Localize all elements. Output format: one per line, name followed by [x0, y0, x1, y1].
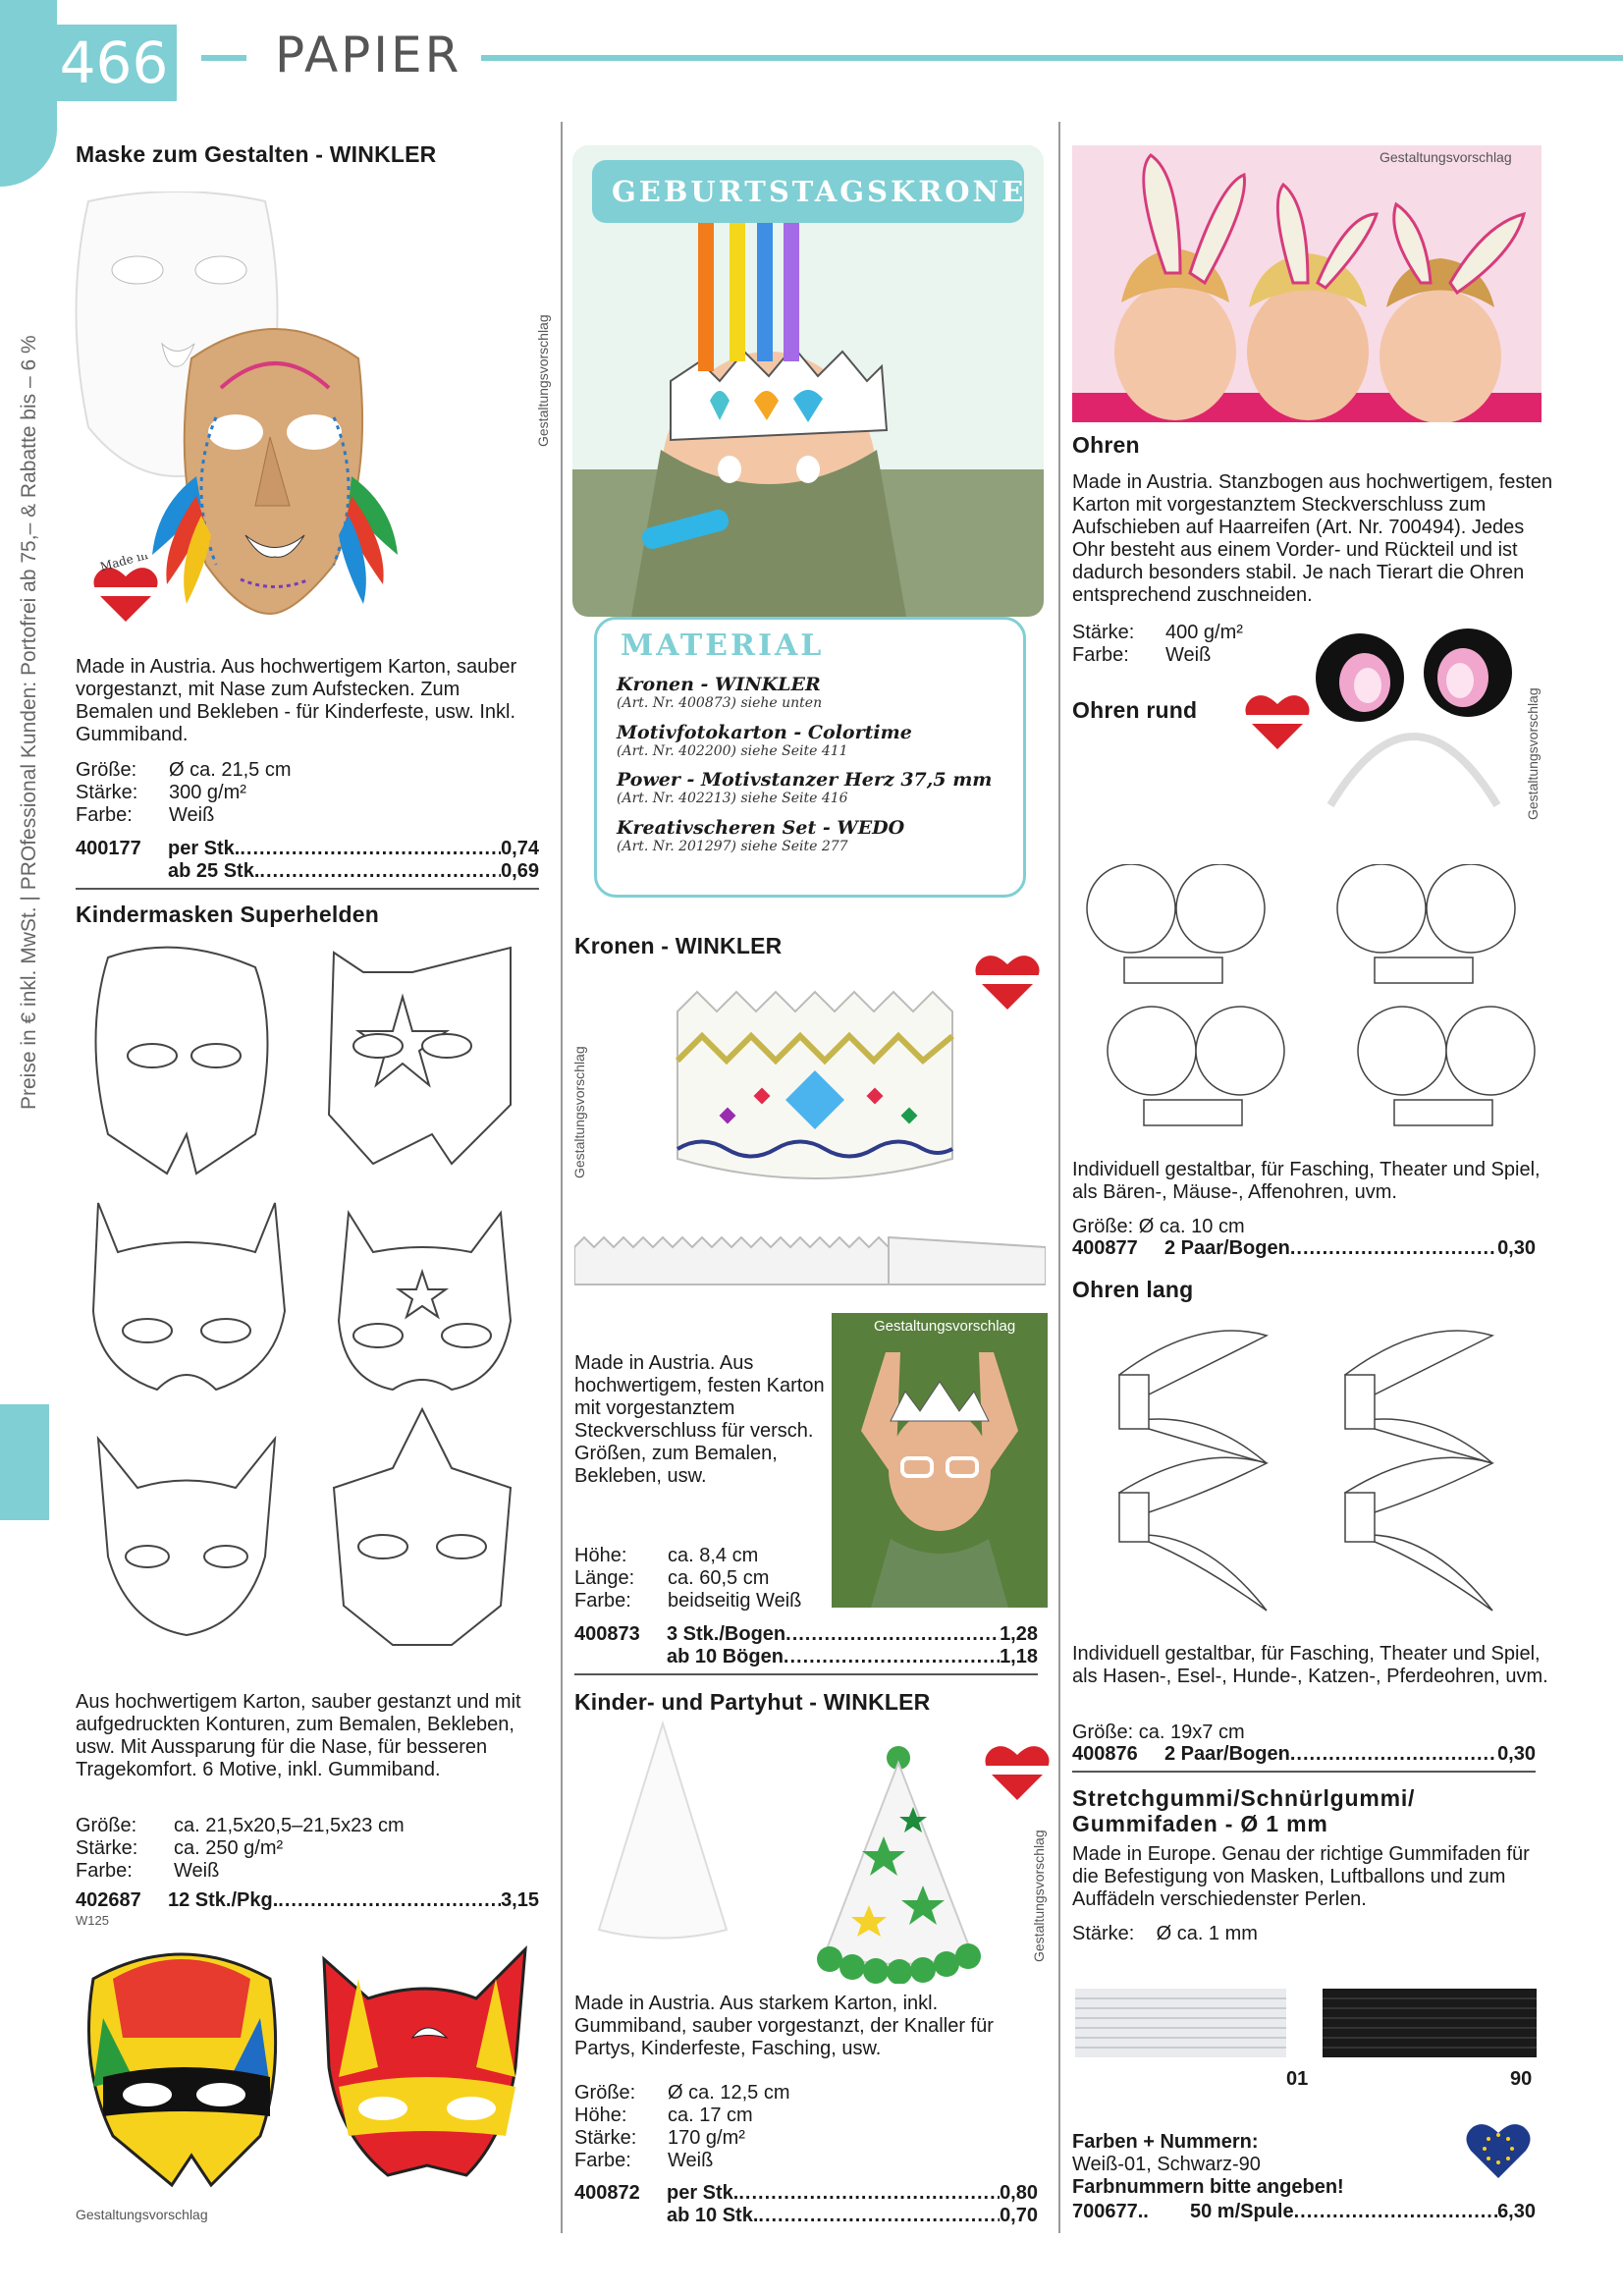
spec-label: Stärke:	[76, 782, 138, 803]
article-number: 400177	[76, 838, 141, 859]
hero-title: Kindermasken Superhelden	[76, 902, 379, 927]
ears-specs	[1072, 622, 1243, 667]
suggestion-label: Gestaltungsvorschlag	[874, 1318, 1016, 1335]
order-line	[76, 1889, 539, 1912]
spec-value: ca. 250 g/m²	[174, 1837, 284, 1859]
header-rule-right	[481, 55, 1623, 61]
spec-label: Farbe:	[76, 1860, 133, 1882]
spec-value: Weiß	[174, 1860, 220, 1882]
column-divider	[561, 122, 563, 2233]
spec-label: Höhe:	[574, 2105, 627, 2126]
swatch-number: 90	[1510, 2068, 1533, 2090]
round-ears-size: Größe: Ø ca. 10 cm	[1072, 1216, 1245, 1237]
spec-value: Weiß	[169, 804, 215, 826]
spec-value: 170 g/m²	[668, 2127, 745, 2149]
long-ears-description: Individuell gestaltbar, für Fasching, Theater und Spiel, als Hasen-, Esel-, Hunde-, Katzen-, Pferdeohren, uvm.	[1072, 1643, 1548, 1687]
article-number	[76, 860, 168, 883]
spec-value: ca. 60,5 cm	[668, 1567, 770, 1589]
article-number: 400877	[1072, 1237, 1138, 1259]
order-line	[574, 1623, 1038, 1646]
order-desc: ab 25 Stk.	[168, 860, 260, 882]
spec-label: Größe:	[574, 2082, 636, 2104]
order-desc: 2 Paar/Bogen	[1164, 1743, 1290, 1765]
order-desc: ab 10 Stk.	[667, 2205, 759, 2226]
colors-list: Weiß-01, Schwarz-90	[1072, 2154, 1261, 2175]
material-item: Motivfotokarton - Colortime (Art. Nr. 402200) siehe Seite 411	[617, 721, 912, 759]
crowns-description: Made in Austria. Aus hochwertigem, festen Karton mit vorgestanztem Steckverschluss für versch. Größen, zum Bemalen, Bekleben, usw.	[574, 1352, 825, 1487]
suggestion-label: Gestaltungsvorschlag	[1525, 687, 1541, 820]
suggestion-label: Gestaltungsvorschlag	[535, 314, 551, 447]
header-tab	[0, 0, 57, 187]
hero-specs	[76, 1815, 405, 1883]
spec-value: Weiß	[1165, 644, 1212, 666]
elastic-swatches	[1075, 1974, 1537, 2067]
hat-description: Made in Austria. Aus starkem Karton, inkl. Gummiband, sauber vorgestanzt, der Knaller für Partys, Kinderfeste, Fasching, usw.	[574, 1993, 994, 2059]
article-number: 400872	[574, 2182, 640, 2204]
made-in-label: Made in	[98, 555, 150, 574]
spec-value: 400 g/m²	[1165, 622, 1243, 643]
spec-label: Höhe:	[574, 1545, 627, 1566]
order-price: 1,18	[1000, 1646, 1038, 1667]
round-ears-template	[1075, 864, 1537, 1139]
article-number	[574, 1646, 667, 1668]
material-item: Power - Motivstanzer Herz 37,5 mm (Art. Nr. 402213) siehe Seite 416	[617, 769, 993, 807]
spec-label: Größe:	[76, 1815, 137, 1836]
sidebar-price-note: Preise in € inkl. MwSt. | PROfessional Kunden: Portofrei ab 75,– & Rabatte bis – 6 %	[18, 335, 40, 1110]
spec-value: ca. 17 cm	[668, 2105, 753, 2126]
spec-value: Ø ca. 21,5 cm	[169, 759, 292, 781]
article-number: 400876	[1072, 1743, 1138, 1765]
order-desc: 12 Stk./Pkg.	[168, 1889, 279, 1911]
divider	[1072, 1771, 1536, 1773]
mask-description: Made in Austria. Aus hochwertigem Karton, sauber vorgestanzt, mit Nase zum Aufstecken. Zum Bemalen und Bekleben - für Kinderfeste, usw. Inkl. Gummiband.	[76, 656, 517, 745]
product-code: W125	[76, 1913, 109, 1928]
order-price: 0,80	[1000, 2182, 1038, 2204]
order-price: 0,74	[501, 838, 539, 859]
crown-girl-photo	[832, 1313, 1048, 1608]
material-title: MATERIAL	[621, 629, 825, 663]
hat-specs	[574, 2082, 790, 2172]
divider	[76, 888, 539, 890]
order-line	[1072, 2201, 1536, 2223]
long-ears-title: Ohren lang	[1072, 1277, 1194, 1302]
elastic-description: Made in Europe. Genau der richtige Gummifaden für die Befestigung von Masken, Luftballons und zum Auffädeln verschiedenster Perlen.	[1072, 1843, 1530, 1910]
colors-note: Farbnummern bitte angeben!	[1072, 2176, 1344, 2198]
spec-label: Stärke:	[1072, 622, 1135, 643]
round-ears-description: Individuell gestaltbar, für Fasching, Theater und Spiel, als Bären-, Mäuse-, Affenohren, uvm.	[1072, 1159, 1541, 1203]
spec-value: beidseitig Weiß	[668, 1590, 802, 1612]
bunny-ears-photo	[1072, 145, 1542, 422]
suggestion-label: Gestaltungsvorschlag	[571, 1046, 587, 1178]
elastic-strength: Stärke: Ø ca. 1 mm	[1072, 1923, 1258, 1944]
order-price: 0,69	[501, 860, 539, 882]
material-item: Kreativscheren Set - WEDO (Art. Nr. 201297) siehe Seite 277	[617, 816, 905, 854]
spec-label: Farbe:	[76, 804, 133, 826]
page-number: 466	[51, 25, 177, 101]
swatch-number: 01	[1286, 2068, 1309, 2090]
round-ears-headband-image	[1311, 629, 1517, 825]
order-price: 3,15	[501, 1889, 539, 1911]
spec-label: Farbe:	[1072, 644, 1129, 666]
order-price: 6,30	[1497, 2201, 1536, 2222]
elastic-title-line2: Gummifaden - Ø 1 mm	[1072, 1811, 1328, 1836]
order-desc: per Stk.	[667, 2182, 739, 2204]
long-ears-template	[1090, 1326, 1542, 1620]
mask-title: Maske zum Gestalten - WINKLER	[76, 141, 437, 167]
crown-product-image	[574, 972, 1046, 1296]
section-title: PAPIER	[275, 27, 462, 83]
round-ears-title: Ohren rund	[1072, 697, 1198, 723]
hero-description: Aus hochwertigem Karton, sauber gestanzt und mit aufgedruckten Konturen, zum Bemalen, Bekleben, usw. Mit Aussparung für die Nase, für besseren Tragekomfort. 6 Motive, inkl. Gummiband.	[76, 1691, 521, 1780]
made-in-austria-badge	[90, 555, 161, 626]
spec-label: Stärke:	[76, 1837, 138, 1859]
colors-title: Farben + Nummern:	[1072, 2131, 1259, 2153]
order-line	[574, 1646, 1038, 1668]
ears-title: Ohren	[1072, 432, 1140, 458]
spec-label: Stärke:	[574, 2127, 637, 2149]
column-divider	[1058, 122, 1060, 2233]
long-ears-size: Größe: ca. 19x7 cm	[1072, 1722, 1245, 1743]
order-desc: 2 Paar/Bogen	[1164, 1237, 1290, 1259]
material-list	[617, 674, 1019, 864]
order-line	[76, 838, 539, 860]
crowns-title: Kronen - WINKLER	[574, 933, 783, 958]
birthday-crown-banner: GEBURTSTAGSKRONE	[592, 160, 1024, 223]
header-rule-left	[201, 55, 246, 61]
ears-description: Made in Austria. Stanzbogen aus hochwertigem, festen Karton mit vorgestanztem Steckverschluss zum Aufschieben auf Haarreifen (Art. Nr. 700494). Jedes Ohr besteht aus einem Vorder- und Rückteil und ist dadurch besonders stabil. Je nach Tierart die Ohren entsprechend zuschneiden.	[1072, 471, 1553, 606]
spec-value: ca. 8,4 cm	[668, 1545, 759, 1566]
article-number: 700677..	[1072, 2201, 1149, 2222]
suggestion-label: Gestaltungsvorschlag	[1380, 149, 1512, 165]
article-number	[574, 2205, 667, 2227]
order-line	[76, 860, 539, 883]
spec-value: Ø ca. 12,5 cm	[668, 2082, 790, 2104]
order-price: 0,70	[1000, 2205, 1038, 2226]
hero-masks-image	[79, 938, 540, 1679]
suggestion-label: Gestaltungsvorschlag	[76, 2207, 208, 2222]
order-price: 1,28	[1000, 1623, 1038, 1645]
made-in-austria-badge	[1242, 683, 1313, 753]
suggestion-label: Gestaltungsvorschlag	[1031, 1830, 1047, 1962]
spec-label: Farbe:	[574, 2150, 631, 2171]
order-desc: 50 m/Spule	[1190, 2201, 1294, 2222]
party-hat-image	[589, 1719, 1001, 1984]
elastic-title: Stretchgummi/Schnürlgummi/	[1072, 1785, 1416, 1811]
order-desc: ab 10 Bögen	[667, 1646, 784, 1667]
mask-specs	[76, 759, 292, 827]
order-price: 0,30	[1497, 1743, 1536, 1765]
order-line	[1072, 1743, 1536, 1766]
spec-value: Weiß	[668, 2150, 714, 2171]
order-desc: per Stk.	[168, 838, 241, 859]
order-desc: 3 Stk./Bogen	[667, 1623, 786, 1645]
article-number: 402687	[76, 1889, 141, 1911]
spec-value: 300 g/m²	[169, 782, 246, 803]
article-number: 400873	[574, 1623, 640, 1645]
spec-label: Farbe:	[574, 1590, 631, 1612]
divider	[574, 1673, 1038, 1675]
spec-label: Größe:	[76, 759, 137, 781]
order-line	[574, 2182, 1038, 2205]
spec-label: Länge:	[574, 1567, 635, 1589]
order-line	[574, 2205, 1038, 2227]
hat-title: Kinder- und Partyhut - WINKLER	[574, 1689, 931, 1715]
painted-masks-image	[74, 1940, 545, 2200]
made-in-europe-badge	[1463, 2111, 1534, 2182]
spec-value: ca. 21,5x20,5–21,5x23 cm	[174, 1815, 405, 1836]
material-item: Kronen - WINKLER (Art. Nr. 400873) siehe unten	[617, 674, 823, 712]
order-line	[1072, 1237, 1536, 1260]
side-tab	[0, 1404, 49, 1520]
order-price: 0,30	[1497, 1237, 1536, 1259]
crowns-specs	[574, 1545, 801, 1613]
